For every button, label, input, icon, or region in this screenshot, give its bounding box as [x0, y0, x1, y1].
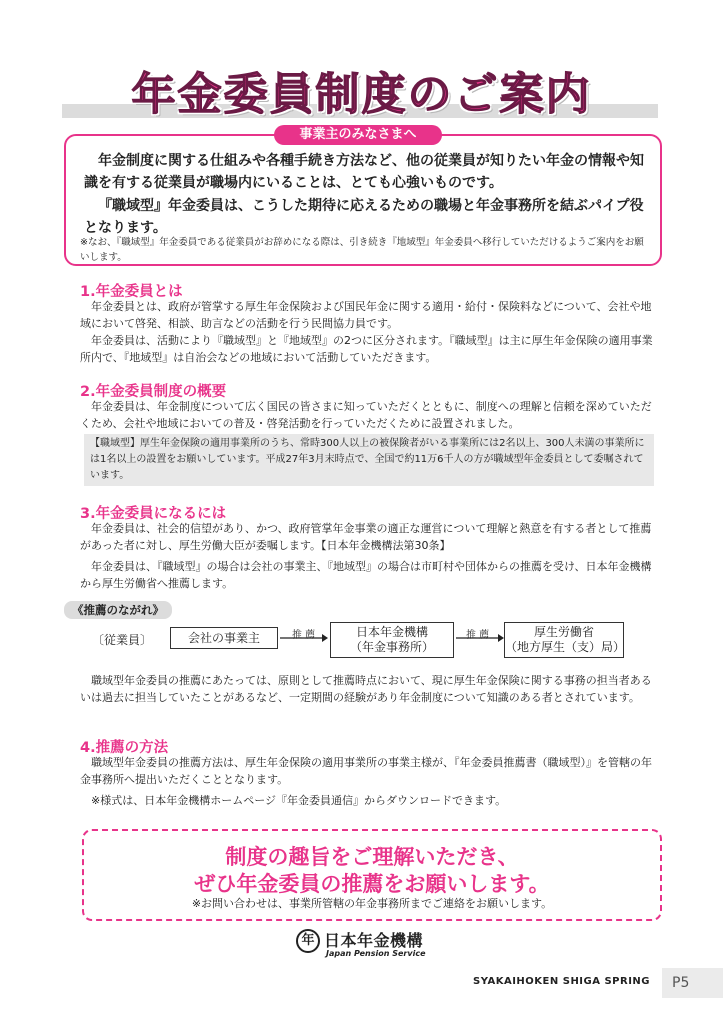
closing-line-2: ぜひ年金委員の推薦をお願いします。: [194, 872, 550, 896]
section-4-heading: 4.推薦の方法: [80, 740, 169, 756]
section-4-paragraph-1: 職域型年金委員の推薦方法は、厚生年金保険の適用事業所の事業主様が、『年金委員推薦書（職域型）』を管轄の年金事務所へ提出いただくこととなります。: [80, 756, 652, 786]
flow-step-jps: [330, 622, 454, 658]
flow-label: 《推薦のながれ》: [64, 601, 172, 619]
flow-step-mhlw: [504, 622, 624, 658]
flow-step-mhlw-line1: 厚生労働省: [533, 625, 594, 639]
footer-text: SYAKAIHOKEN SHIGA SPRING: [473, 976, 650, 987]
flow-arrow-1-label: 推 薦: [292, 630, 316, 641]
section-1-paragraph-2: 年金委員は、活動により『職域型』と『地域型』の2つに区分されます。『職域型』は主に厚生年金保険の適用事業所内で、『地域型』は自治会などの地域において活動していただきます。: [80, 334, 653, 364]
flow-employee: 〔従業員〕: [92, 633, 153, 647]
section-2-paragraph-1: 年金委員は、年金制度について広く国民の皆さまに知っていただくとともに、制度への理解と信頼を深めていただくため、会社や地域においての普及・啓発活動を行っていただくために設置されました。: [80, 400, 652, 430]
closing-small-note: ※お問い合わせは、事業所管轄の年金事務所までご連絡をお願いします。: [191, 897, 553, 910]
section-1-heading: 1.年金委員とは: [80, 284, 183, 300]
flow-arrow-2-label: 推 薦: [466, 630, 490, 641]
section-4-paragraph-2: ※様式は、日本年金機構ホームページ『年金委員通信』からダウンロードできます。: [91, 794, 507, 807]
flow-step-employer-label: 会社の事業主: [187, 631, 260, 645]
flow-step-mhlw-line2: （地方厚生（支）局）: [505, 640, 626, 654]
notice-paragraph-1: 年金制度に関する仕組みや各種手続き方法など、他の従業員が知りたい年金の情報や知識を有する従業員が職場内にいることは、とても心強いものです。: [84, 153, 644, 191]
flow-step-jps-line1: 日本年金機構: [355, 625, 428, 639]
section-2-heading: 2.年金委員制度の概要: [80, 384, 227, 400]
section-3-heading: 3.年金委員になるには: [80, 506, 227, 522]
page-title: 年金委員制度のご案内: [131, 69, 592, 120]
jps-logo-name: 日本年金機構: [324, 931, 424, 950]
notice-tab: 事業主のみなさまへ: [274, 125, 442, 145]
section-1-paragraph-1: 年金委員とは、政府が管掌する厚生年金保険および国民年金に関する適用・給付・保険料などについて、会社や地域において啓発、相談、助言などの活動を行う民間協力員です。: [80, 300, 652, 330]
section-3-paragraph-2: 年金委員は、『職域型』の場合は会社の事業主、『地域型』の場合は市町村や団体からの推薦を受け、日本年金機構から厚生労働省へ推薦します。: [80, 560, 652, 590]
flow-step-employer: [170, 627, 278, 649]
closing-line-1: 制度の趣旨をご理解いただき、: [225, 845, 519, 869]
jps-logo-english: Japan Pension Service: [326, 949, 426, 958]
flow-step-jps-line2: （年金事務所）: [349, 640, 434, 654]
notice-small-note: ※なお、『職域型』年金委員である従業員がお辞めになる際は、引き続き『地域型』年金委員へ移行していただけるようご案内をお願いします。: [80, 237, 644, 263]
notice-paragraph-2: 『職域型』年金委員は、こうした期待に応えるための職場と年金事務所を結ぶパイプ役となります。: [84, 198, 644, 236]
jps-logo: [296, 928, 428, 960]
section-3-paragraph-1: 年金委員は、社会的信望があり、かつ、政府管掌年金事業の適正な運営について理解と熱意を有する者として推薦があった者に対し、厚生労働大臣が委嘱します。【日本年金機構法第30条】: [80, 522, 652, 552]
jps-logo-mark: 年: [296, 929, 320, 953]
flow-after-paragraph: 職域型年金委員の推薦にあたっては、原則として推薦時点において、現に厚生年金保険に関する事務の担当者あるいは過去に担当していたことがあるなど、一定期間の経験があり年金制度について知識のある者とされています。: [80, 674, 652, 704]
section-2-note: 【職域型】厚生年金保険の適用事業所のうち、常時300人以上の被保険者がいる事業所には2名以上、300人未満の事業所には1名以上の設置をお願いしています。平成27年3月末時点で、全国で約11万6千人の方が職域型年金委員として委嘱されています。: [90, 438, 645, 481]
page-number: P5: [662, 968, 723, 998]
